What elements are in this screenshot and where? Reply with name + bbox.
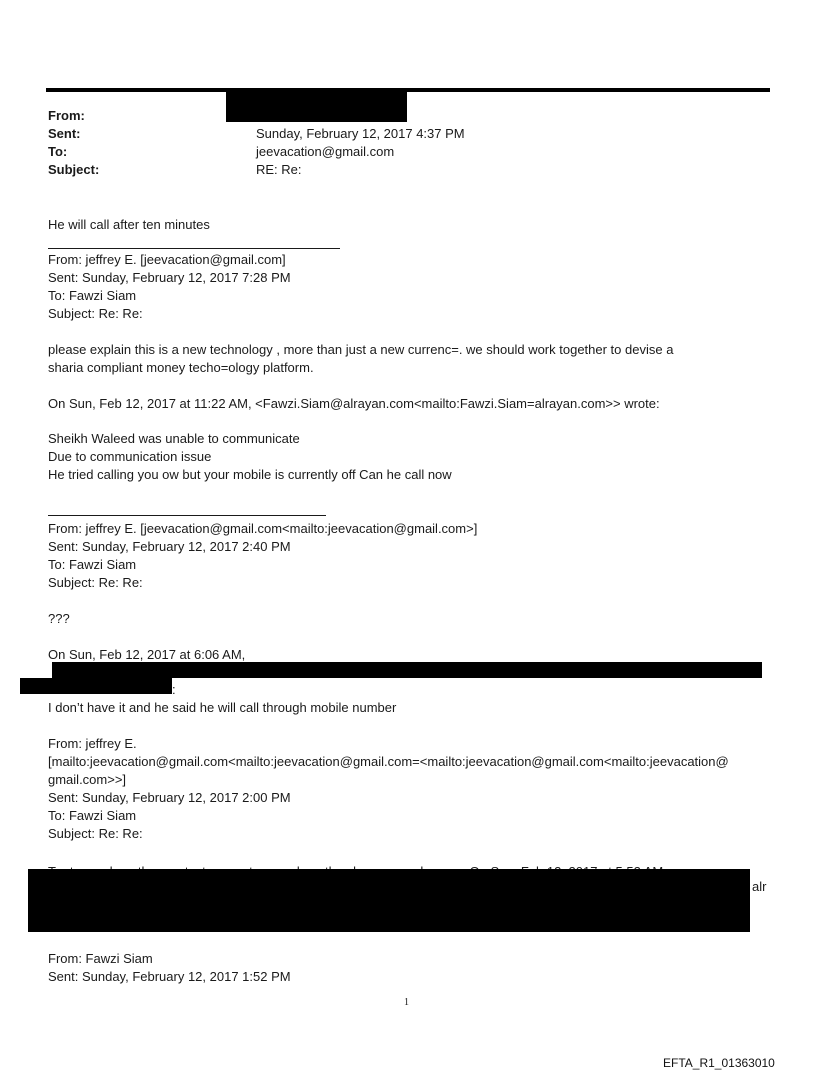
quoted3-from-line3: gmail.com>>]: [48, 772, 127, 787]
redaction-box: [52, 662, 762, 678]
quoted2-from: From: jeffrey E. [jeevacation@gmail.com<mailto:jeevacation@gmail.com>]: [48, 521, 478, 536]
quoted2-to: To: Fawzi Siam: [48, 557, 137, 572]
quoted1-subject: Subject: Re: Re:: [48, 306, 143, 321]
page-number: 1: [404, 997, 409, 1008]
quote-divider: [48, 248, 340, 249]
quoted3-to: To: Fawzi Siam: [48, 808, 137, 823]
quoted2-on-line: On Sun, Feb 12, 2017 at 6:06 AM,: [48, 647, 246, 662]
quoted1-message-line1: please explain this is a new technology , more than just a new currenc=. we should work together to devise a: [48, 342, 674, 357]
redaction-box: [226, 92, 407, 122]
quoted1-to: To: Fawzi Siam: [48, 288, 137, 303]
quoted1-sent: Sent: Sunday, February 12, 2017 7:28 PM: [48, 270, 291, 285]
quoted3-from-line1: From: jeffrey E.: [48, 736, 137, 751]
quoted1-wrote-line: On Sun, Feb 12, 2017 at 11:22 AM, <Fawzi.Siam@alrayan.com<mailto:Fawzi.Siam=alrayan.com>> wrote:: [48, 396, 660, 411]
quoted2-reply: I don’t have it and he said he will call through mobile number: [48, 700, 397, 715]
quoted4-sent: Sent: Sunday, February 12, 2017 1:52 PM: [48, 969, 291, 984]
document-id: EFTA_R1_01363010: [663, 1056, 775, 1070]
quoted2-colon: :: [172, 682, 176, 697]
quoted3-subject: Subject: Re: Re:: [48, 826, 143, 841]
sent-value: Sunday, February 12, 2017 4:37 PM: [256, 126, 465, 141]
quoted3-from-line2: [mailto:jeevacation@gmail.com<mailto:jeevacation@gmail.com=<mailto:jeevacation@gmail.com<mailto:jeevacation@: [48, 754, 729, 769]
quoted2-message: ???: [48, 611, 70, 626]
quoted1-from: From: jeffrey E. [jeevacation@gmail.com]: [48, 252, 286, 267]
quoted2-subject: Subject: Re: Re:: [48, 575, 143, 590]
quoted4-from: From: Fawzi Siam: [48, 951, 153, 966]
fawzi-message-line: He tried calling you ow but your mobile is currently off Can he call now: [48, 467, 452, 482]
to-label: To:: [48, 144, 68, 159]
quoted1-message-line2: sharia compliant money techo=ology platform.: [48, 360, 314, 375]
to-value: jeevacation@gmail.com: [256, 144, 395, 159]
quote-divider: [48, 515, 326, 516]
fawzi-message-line: Sheikh Waleed was unable to communicate: [48, 431, 300, 446]
quoted3-sent: Sent: Sunday, February 12, 2017 2:00 PM: [48, 790, 291, 805]
quoted2-sent: Sent: Sunday, February 12, 2017 2:40 PM: [48, 539, 291, 554]
fawzi-message-line: Due to communication issue: [48, 449, 212, 464]
subject-label: Subject:: [48, 162, 100, 177]
subject-value: RE: Re:: [256, 162, 302, 177]
sent-label: Sent:: [48, 126, 81, 141]
from-label: From:: [48, 108, 85, 123]
redaction-box: [28, 869, 750, 932]
reply-text: He will call after ten minutes: [48, 217, 210, 232]
quoted3-trailing-fragment: alr: [752, 879, 767, 894]
redaction-box: [20, 678, 172, 694]
header-rule: [46, 88, 770, 92]
